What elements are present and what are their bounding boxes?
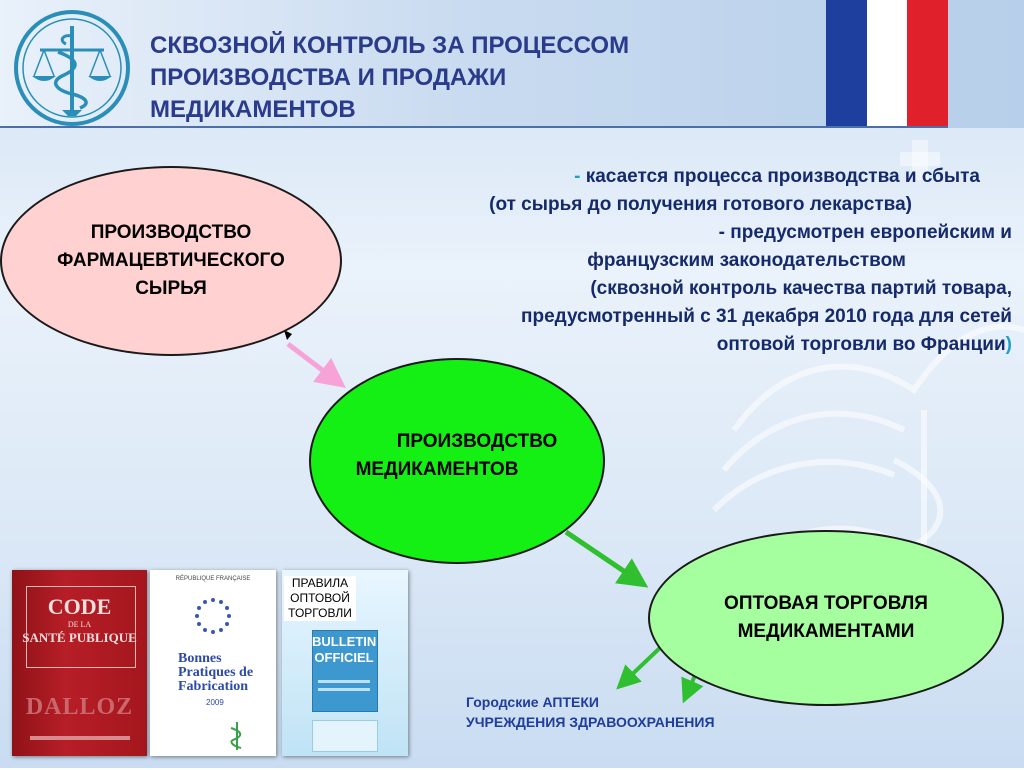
arrow-wholesale-to-pharmacies bbox=[622, 644, 664, 684]
book-title: Fabrication bbox=[178, 679, 248, 694]
description-line: предусмотренный с 31 декабря 2010 года для сетей bbox=[521, 306, 1012, 327]
title-line: МЕДИКАМЕНТОВ bbox=[150, 96, 356, 123]
book-title: OFFICIEL bbox=[314, 650, 374, 665]
book-label-line: ТОРГОВЛИ bbox=[288, 606, 352, 620]
book-label-line: ПРАВИЛА bbox=[291, 576, 349, 590]
book-title: Pratiques de bbox=[178, 665, 254, 680]
eu-stars-icon bbox=[193, 596, 233, 636]
description-line: (от сырья до получения готового лекарства) bbox=[489, 194, 912, 215]
destinations-text bbox=[466, 692, 715, 732]
description-line: французским законодательством bbox=[587, 250, 906, 271]
destination-line: УЧРЕЖДЕНИЯ ЗДРАВООХРАНЕНИЯ bbox=[466, 714, 715, 730]
caduceus-icon bbox=[226, 720, 248, 752]
book-code-sante-publique bbox=[12, 570, 147, 756]
node-label: СЫРЬЯ bbox=[135, 278, 207, 299]
description-line: - предусмотрен европейским и bbox=[718, 222, 1012, 243]
node-wholesale bbox=[648, 530, 1004, 706]
node-label: ПРОИЗВОДСТВО bbox=[396, 431, 558, 452]
description-line: оптовой торговли во Франции bbox=[716, 334, 1006, 355]
book-year: 2009 bbox=[206, 698, 224, 707]
book-title: DE LA bbox=[67, 620, 92, 629]
book-title: BULLETIN bbox=[312, 634, 377, 649]
description-dash: - bbox=[574, 166, 586, 187]
node-label: ОПТОВАЯ ТОРГОВЛЯ bbox=[724, 593, 928, 614]
title-line: СКВОЗНОЙ КОНТРОЛЬ ЗА ПРОЦЕССОМ bbox=[150, 32, 630, 59]
book-label-line: ОПТОВОЙ bbox=[290, 591, 350, 605]
book-header: RÉPUBLIQUE FRANÇAISE bbox=[175, 576, 251, 582]
arrow-raw-to-production bbox=[288, 344, 338, 382]
book-publisher: DALLOZ bbox=[25, 694, 134, 720]
title-line: ПРОИЗВОДСТВА И ПРОДАЖИ bbox=[150, 64, 507, 91]
description-line: (сквозной контроль качества партий товара, bbox=[590, 278, 1012, 299]
book-title: CODE bbox=[47, 594, 112, 619]
node-label: ФАРМАЦЕВТИЧЕСКОГО bbox=[57, 250, 285, 271]
node-label: ПРОИЗВОДСТВО bbox=[90, 222, 252, 243]
arrow-production-to-wholesale bbox=[566, 532, 640, 582]
description-line: касается процесса производства и сбыта bbox=[585, 166, 980, 187]
book-bonnes-pratiques bbox=[150, 570, 276, 756]
description-paren: ) bbox=[1005, 334, 1012, 355]
book-title: SANTÉ PUBLIQUE bbox=[22, 630, 137, 645]
node-label: МЕДИКАМЕНТОВ bbox=[355, 459, 519, 480]
wholesale-rules-label bbox=[284, 576, 356, 621]
node-raw-materials bbox=[0, 166, 342, 356]
destination-line: Городские АПТЕКИ bbox=[466, 694, 599, 710]
book-title: Bonnes bbox=[178, 651, 222, 666]
node-drug-production bbox=[309, 358, 605, 564]
node-label: МЕДИКАМЕНТАМИ bbox=[737, 621, 915, 642]
